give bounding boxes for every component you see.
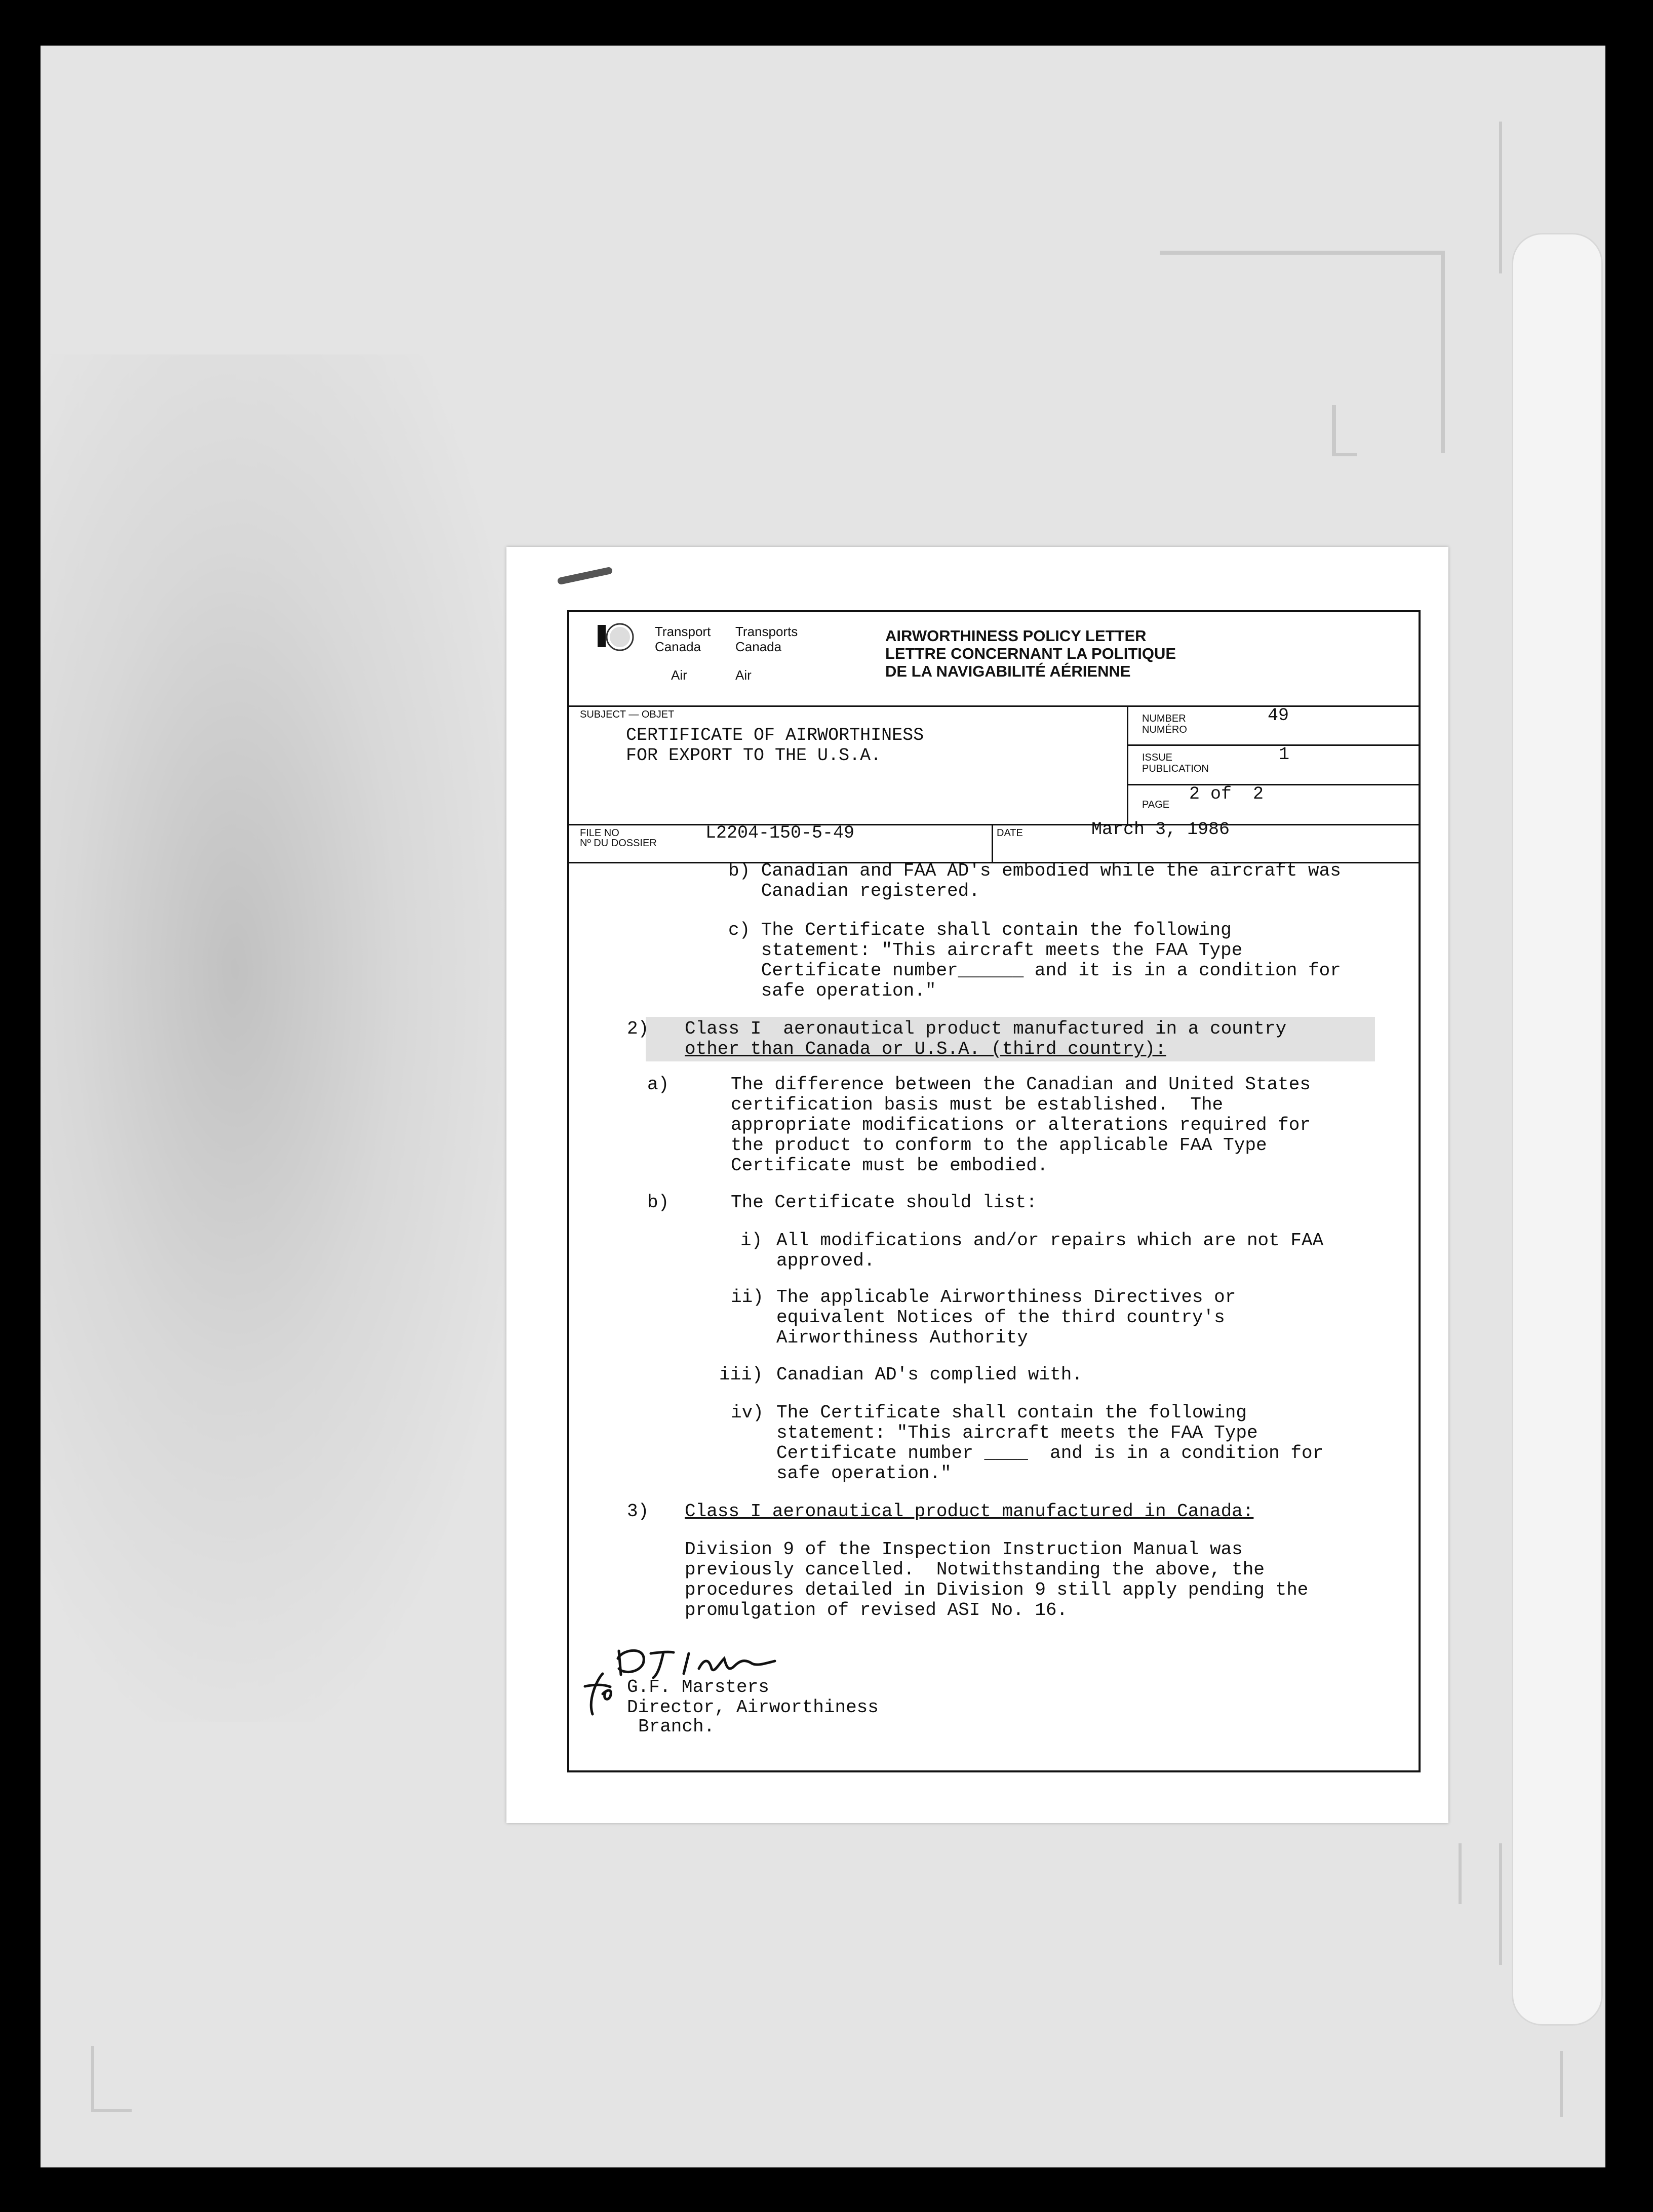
background-mark	[91, 2109, 132, 2112]
issue-label: ISSUE	[1142, 752, 1173, 763]
dept-fr: Transports	[735, 624, 798, 639]
signatory-title: Branch.	[638, 1716, 715, 1737]
subject-line: FOR EXPORT TO THE U.S.A.	[626, 745, 882, 766]
policy-title-line: DE LA NAVIGABILITÉ AÉRIENNE	[885, 662, 1131, 680]
rule	[1127, 705, 1128, 825]
list-marker: b)	[647, 1192, 670, 1213]
body-line: The Certificate shall contain the following	[776, 1402, 1247, 1423]
list-marker: iii)	[719, 1364, 763, 1385]
list-marker: i)	[740, 1230, 763, 1251]
body-line: c) The Certificate shall contain the following	[728, 920, 1232, 940]
policy-title-line: LETTRE CONCERNANT LA POLITIQUE	[885, 645, 1176, 662]
section-heading: other than Canada or U.S.A. (third country):	[685, 1039, 1166, 1059]
body-line: the product to conform to the applicable FAA Type	[731, 1135, 1267, 1156]
signatory-name: G.F. Marsters	[627, 1677, 769, 1697]
branch-fr: Air	[735, 667, 752, 683]
body-line: safe operation."	[776, 1463, 952, 1484]
body-line: promulgation of revised ASI No. 16.	[685, 1600, 1068, 1621]
issue-label-fr: PUBLICATION	[1142, 763, 1209, 774]
policy-title-line: AIRWORTHINESS POLICY LETTER	[885, 627, 1147, 645]
issue-value: 1	[1279, 744, 1290, 765]
background-mark	[1459, 1843, 1462, 1904]
section-heading: Class I aeronautical product manufactured in Canada:	[685, 1501, 1254, 1522]
list-marker: a)	[647, 1074, 670, 1095]
background-mark	[1160, 251, 1443, 255]
folder-tab	[1512, 233, 1603, 2026]
body-line: All modifications and/or repairs which are not FAA	[776, 1230, 1324, 1251]
subject-label: SUBJECT — OBJET	[580, 709, 675, 720]
body-line: approved.	[776, 1250, 875, 1271]
canada-flag-icon	[597, 622, 647, 652]
background-mark	[1560, 2051, 1563, 2117]
number-label-fr: NUMÉRO	[1142, 724, 1187, 735]
file-label: FILE NO	[580, 827, 619, 839]
section-heading: Class I aeronautical product manufactured in a country	[685, 1018, 1287, 1039]
rule	[567, 824, 1421, 825]
scan-stain	[41, 354, 527, 1722]
list-marker: iv)	[731, 1402, 764, 1423]
signatory-title: Director, Airworthiness	[627, 1697, 879, 1718]
background-mark	[1499, 122, 1502, 273]
file-number: L2204-150-5-49	[705, 823, 855, 843]
dept-en-2: Canada	[655, 639, 701, 654]
page-value: 2 of 2	[1189, 784, 1264, 804]
rule	[567, 705, 1421, 707]
body-line: procedures detailed in Division 9 still apply pending the	[685, 1579, 1309, 1600]
body-line: Canadian registered.	[728, 881, 980, 901]
date-label: DATE	[997, 827, 1023, 839]
body-line: Certificate number ____ and is in a condition for	[776, 1443, 1324, 1464]
subject-line: CERTIFICATE OF AIRWORTHINESS	[626, 725, 924, 745]
file-label-fr: Nº DU DOSSIER	[580, 838, 657, 849]
body-line: Airworthiness Authority	[776, 1327, 1028, 1348]
branch-en: Air	[671, 667, 687, 683]
background-mark	[1441, 251, 1445, 453]
body-line: The applicable Airworthiness Directives or	[776, 1287, 1236, 1308]
body-line: previously cancelled. Notwithstanding the above, the	[685, 1559, 1265, 1580]
policy-title	[885, 627, 1176, 680]
section-number: 3)	[627, 1501, 649, 1522]
body-line: statement: "This aircraft meets the FAA Type	[776, 1423, 1258, 1443]
body-line: b) Canadian and FAA AD's embodied while the aircraft was	[728, 860, 1341, 881]
body-line: certification basis must be established. The	[731, 1094, 1224, 1115]
rule	[1127, 784, 1421, 785]
dept-en: Transport	[655, 624, 711, 639]
body-line: The Certificate should list:	[731, 1192, 1037, 1213]
body-line: Certificate must be embodied.	[731, 1155, 1048, 1176]
section-number: 2)	[627, 1018, 649, 1039]
body-line: Division 9 of the Inspection Instruction Manual was	[685, 1539, 1243, 1560]
rule	[992, 824, 993, 863]
number-label: NUMBER	[1142, 713, 1186, 724]
rule	[1127, 744, 1421, 746]
background-mark	[91, 2046, 94, 2112]
body-line: The difference between the Canadian and United States	[731, 1074, 1311, 1095]
body-line: Certificate number______ and it is in a condition for	[728, 960, 1341, 981]
page-label: PAGE	[1142, 799, 1170, 810]
dept-fr-2: Canada	[735, 639, 782, 654]
body-line: statement: "This aircraft meets the FAA Type	[728, 940, 1243, 961]
number-value: 49	[1268, 705, 1289, 726]
background-mark	[1332, 453, 1357, 456]
background-mark	[1499, 1843, 1502, 1965]
date-value: March 3, 1986	[1091, 819, 1230, 840]
body-line: Canadian AD's complied with.	[776, 1364, 1083, 1385]
body-line: safe operation."	[728, 980, 936, 1001]
background-mark	[1332, 405, 1336, 456]
body-line: appropriate modifications or alterations required for	[731, 1115, 1311, 1135]
body-line: equivalent Notices of the third country's	[776, 1307, 1225, 1328]
list-marker: ii)	[731, 1287, 764, 1308]
